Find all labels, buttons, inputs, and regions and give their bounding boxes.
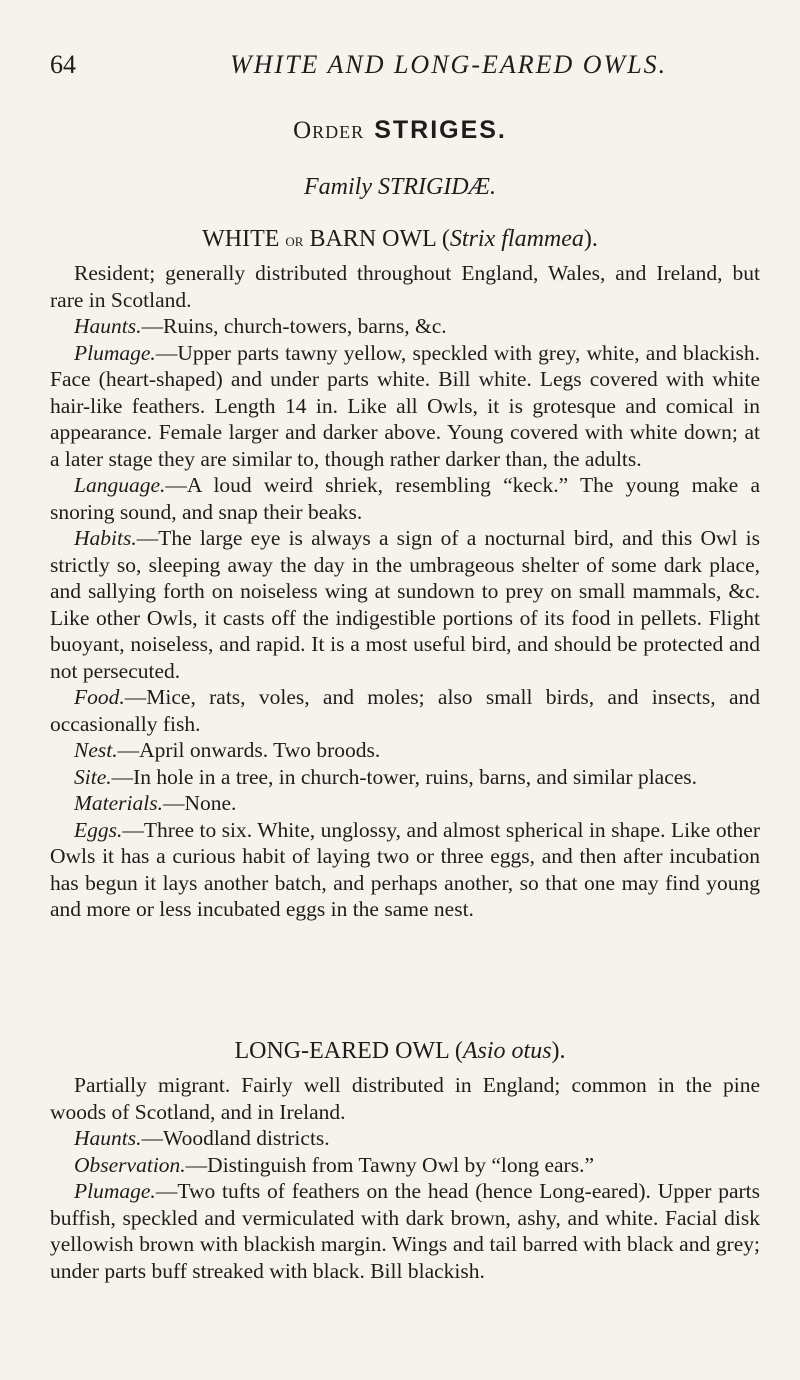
barn-owl-eggs: Eggs.—Three to six. White, unglossy, and almost spherical in shape. Like other Owls it has a curious habit of laying two or three eggs, and then after incubation has begun it lays another batch, and perhaps another, so that one may find young and more or less incubated eggs in the same nest. — [50, 817, 760, 921]
long-eared-owl-observation: Observation.—Distinguish from Tawny Owl by “long ears.” — [74, 1152, 595, 1177]
barn-owl-materials: Materials.—None. — [74, 791, 237, 815]
barn-owl-site: Site.—In hole in a tree, in church-tower, ruins, barns, and similar places. — [74, 764, 698, 789]
barn-owl-heading: WHITE or BARN OWL (Strix flammea). — [202, 226, 598, 252]
order-name: STRIGES. — [374, 116, 507, 144]
long-eared-owl-name: LONG-EARED OWL — [234, 1038, 449, 1064]
family-heading: Family STRIGIDÆ. — [304, 174, 496, 200]
barn-owl-haunts: Haunts.—Ruins, church-towers, barns, &c. — [74, 314, 447, 338]
barn-owl-habits: Habits.—The large eye is always a sign of a nocturnal bird, and this Owl is strictly so, sleeping away the day in the umbrageous shelter of some dark place, and sallying forth on noiseless wing at sundown to prey on small mammals, &c. Like other Owls, it casts off the indigestible portions of its food in pellets. Flight buoyant, noiseless, and rapid. It is a most useful bird, and should be protected and not persecuted. — [50, 526, 760, 683]
barn-owl-language: Language.—A loud weird shriek, resembling “keck.” The young make a snoring sound, and snap their beaks. — [50, 473, 760, 524]
barn-owl-resident: Resident; generally distributed throughout England, Wales, and Ireland, but rare in Scotland. — [50, 261, 760, 312]
barn-owl-name-b: BARN OWL — [309, 226, 436, 252]
barn-owl-plumage: Plumage.—Upper parts tawny yellow, speckled with grey, white, and blackish. Face (heart-shaped) and under parts white. Bill white. Legs covered with white hair-like feathers. Length 14 in. Like all Owls, it is grotesque and comical in appearance. Female larger and darker above. Young covered with white down; at a later stage they are similar to, though rather darker than, the adults. — [50, 340, 760, 471]
running-title: WHITE AND LONG-EARED OWLS. — [230, 50, 668, 79]
long-eared-owl-migrant: Partially migrant. Fairly well distributed in England; common in the pine woods of Scotland, and in Ireland. — [50, 1073, 760, 1124]
barn-owl-name-a: WHITE — [202, 226, 280, 252]
long-eared-owl-plumage: Plumage.—Two tufts of feathers on the head (hence Long-eared). Upper parts buffish, speckled and vermiculated with dark brown, ashy, and white. Facial disk yellowish brown with blackish margin. Wings and tail barred with black and grey; under parts buff streaked with black. Bill blackish. — [50, 1179, 760, 1283]
page-header — [50, 44, 770, 84]
barn-owl-latin: Strix flammea — [449, 226, 584, 252]
barn-owl-food: Food.—Mice, rats, voles, and moles; also small birds, and insects, and occasionally fish. — [50, 685, 760, 736]
long-eared-owl-haunts: Haunts.—Woodland districts. — [74, 1126, 330, 1150]
long-eared-owl-text — [50, 1072, 760, 1284]
long-eared-owl-heading: LONG-EARED OWL (Asio otus). — [234, 1038, 566, 1064]
barn-owl-text — [50, 260, 760, 923]
order-prefix: Order — [293, 117, 365, 144]
barn-owl-nest: Nest.—April onwards. Two broods. — [74, 738, 381, 762]
barn-owl-or: or — [285, 230, 304, 250]
order-heading — [0, 116, 800, 145]
page-number: 64 — [50, 50, 76, 79]
long-eared-owl-latin: Asio otus — [462, 1038, 552, 1064]
